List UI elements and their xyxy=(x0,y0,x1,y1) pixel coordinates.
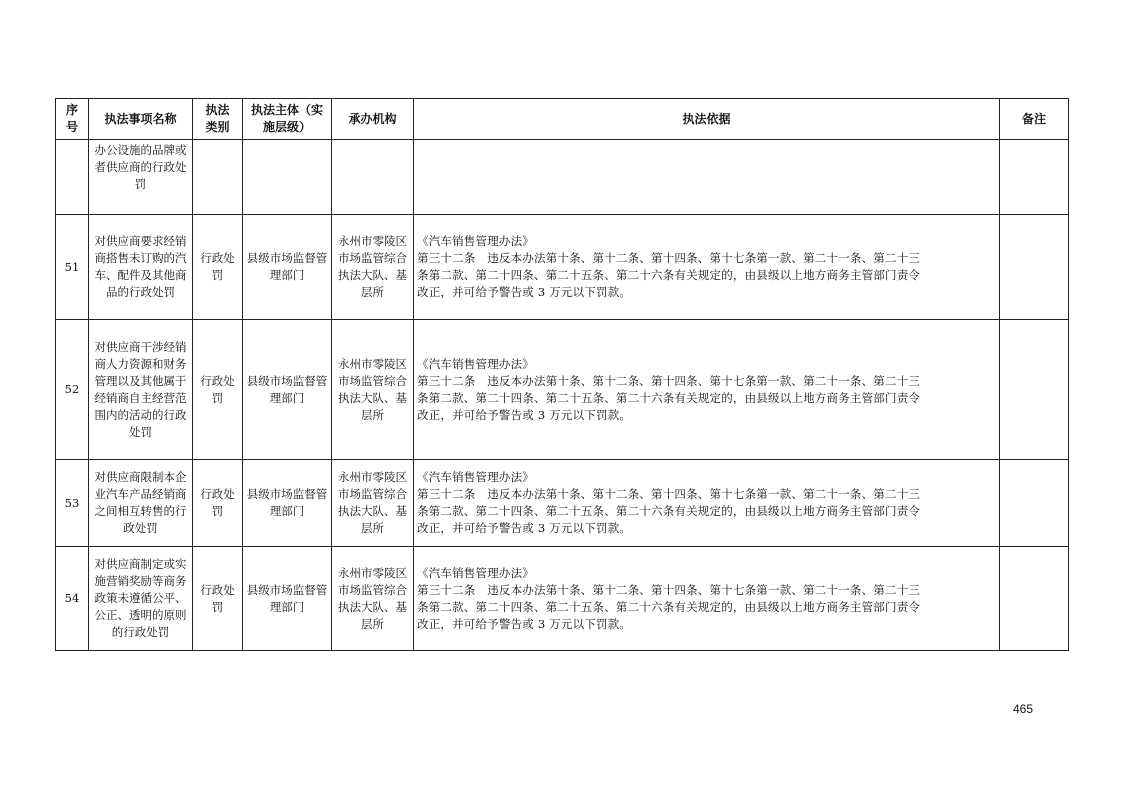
basis-line: 条第二款、第二十四条、第二十五条、第二十六条有关规定的，由县级以上地方商务主管部门责令 xyxy=(417,268,921,282)
cell-basis xyxy=(414,215,1000,320)
cell-type xyxy=(193,140,243,215)
header-type: 执法类别 xyxy=(193,99,243,140)
header-seq: 序号 xyxy=(56,99,89,140)
table-row xyxy=(56,460,1069,547)
cell-seq xyxy=(56,140,89,215)
header-org: 承办机构 xyxy=(332,99,414,140)
basis-line: 第三十二条 违反本办法第十条、第十二条、第十四条、第十七条第一款、第二十一条、第二十三 xyxy=(417,487,921,501)
cell-note xyxy=(1000,460,1069,547)
cell-subject: 县级市场监督管理部门 xyxy=(243,547,332,651)
cell-org: 永州市零陵区市场监管综合执法大队、基层所 xyxy=(332,547,414,651)
cell-seq: 51 xyxy=(56,215,89,320)
basis-title: 《汽车销售管理办法》 xyxy=(417,470,534,484)
cell-subject: 县级市场监督管理部门 xyxy=(243,215,332,320)
cell-basis xyxy=(414,547,1000,651)
cell-type: 行政处罚 xyxy=(193,215,243,320)
cell-name: 对供应商要求经销商搭售未订购的汽车、配件及其他商品的行政处罚 xyxy=(89,215,193,320)
basis-line: 改正，并可给予警告或 3 万元以下罚款。 xyxy=(417,616,632,631)
basis-title: 《汽车销售管理办法》 xyxy=(417,356,534,371)
header-basis: 执法依据 xyxy=(414,99,1000,140)
cell-org: 永州市零陵区市场监管综合执法大队、基层所 xyxy=(332,215,414,320)
cell-name: 对供应商干涉经销商人力资源和财务管理以及其他属于经销商自主经营范围内的活动的行政处罚 xyxy=(89,320,193,460)
basis-title: 《汽车销售管理办法》 xyxy=(417,565,534,580)
cell-note xyxy=(1000,547,1069,651)
cell-subject: 县级市场监督管理部门 xyxy=(243,460,332,547)
enforcement-table xyxy=(55,98,1069,651)
cell-subject xyxy=(243,140,332,215)
cell-org xyxy=(332,140,414,215)
table-header-row xyxy=(56,99,1069,140)
cell-name: 办公设施的品牌或者供应商的行政处罚 xyxy=(89,140,193,215)
basis-line: 条第二款、第二十四条、第二十五条、第二十六条有关规定的，由县级以上地方商务主管部门责令 xyxy=(417,390,921,405)
cell-name: 对供应商限制本企业汽车产品经销商之间相互转售的行政处罚 xyxy=(89,460,193,547)
table-row xyxy=(56,140,1069,215)
cell-type: 行政处罚 xyxy=(193,320,243,460)
cell-seq: 54 xyxy=(56,547,89,651)
basis-line: 条第二款、第二十四条、第二十五条、第二十六条有关规定的，由县级以上地方商务主管部门责令 xyxy=(417,599,921,614)
table-row xyxy=(56,547,1069,651)
basis-line: 条第二款、第二十四条、第二十五条、第二十六条有关规定的，由县级以上地方商务主管部门责令 xyxy=(417,504,921,518)
basis-line: 第三十二条 违反本办法第十条、第十二条、第十四条、第十七条第一款、第二十一条、第二十三 xyxy=(417,582,921,597)
cell-seq: 52 xyxy=(56,320,89,460)
cell-note xyxy=(1000,215,1069,320)
cell-note xyxy=(1000,140,1069,215)
basis-line: 改正，并可给予警告或 3 万元以下罚款。 xyxy=(417,521,632,535)
basis-title: 《汽车销售管理办法》 xyxy=(417,234,534,248)
cell-note xyxy=(1000,320,1069,460)
cell-basis xyxy=(414,460,1000,547)
table-row xyxy=(56,320,1069,460)
cell-basis xyxy=(414,320,1000,460)
basis-line: 改正，并可给予警告或 3 万元以下罚款。 xyxy=(417,407,632,422)
cell-basis xyxy=(414,140,1000,215)
cell-subject: 县级市场监督管理部门 xyxy=(243,320,332,460)
basis-line: 改正，并可给予警告或 3 万元以下罚款。 xyxy=(417,285,632,299)
header-note: 备注 xyxy=(1000,99,1069,140)
cell-name: 对供应商制定或实施营销奖励等商务政策未遵循公平、公正、透明的原则的行政处罚 xyxy=(89,547,193,651)
header-name: 执法事项名称 xyxy=(89,99,193,140)
cell-type: 行政处罚 xyxy=(193,547,243,651)
header-subject: 执法主体（实施层级） xyxy=(243,99,332,140)
cell-type: 行政处罚 xyxy=(193,460,243,547)
cell-org: 永州市零陵区市场监管综合执法大队、基层所 xyxy=(332,320,414,460)
cell-seq: 53 xyxy=(56,460,89,547)
basis-line: 第三十二条 违反本办法第十条、第十二条、第十四条、第十七条第一款、第二十一条、第二十三 xyxy=(417,373,921,388)
table-row xyxy=(56,215,1069,320)
basis-line: 第三十二条 违反本办法第十条、第十二条、第十四条、第十七条第一款、第二十一条、第二十三 xyxy=(417,251,921,265)
page-number: 465 xyxy=(1012,702,1033,716)
cell-org: 永州市零陵区市场监管综合执法大队、基层所 xyxy=(332,460,414,547)
